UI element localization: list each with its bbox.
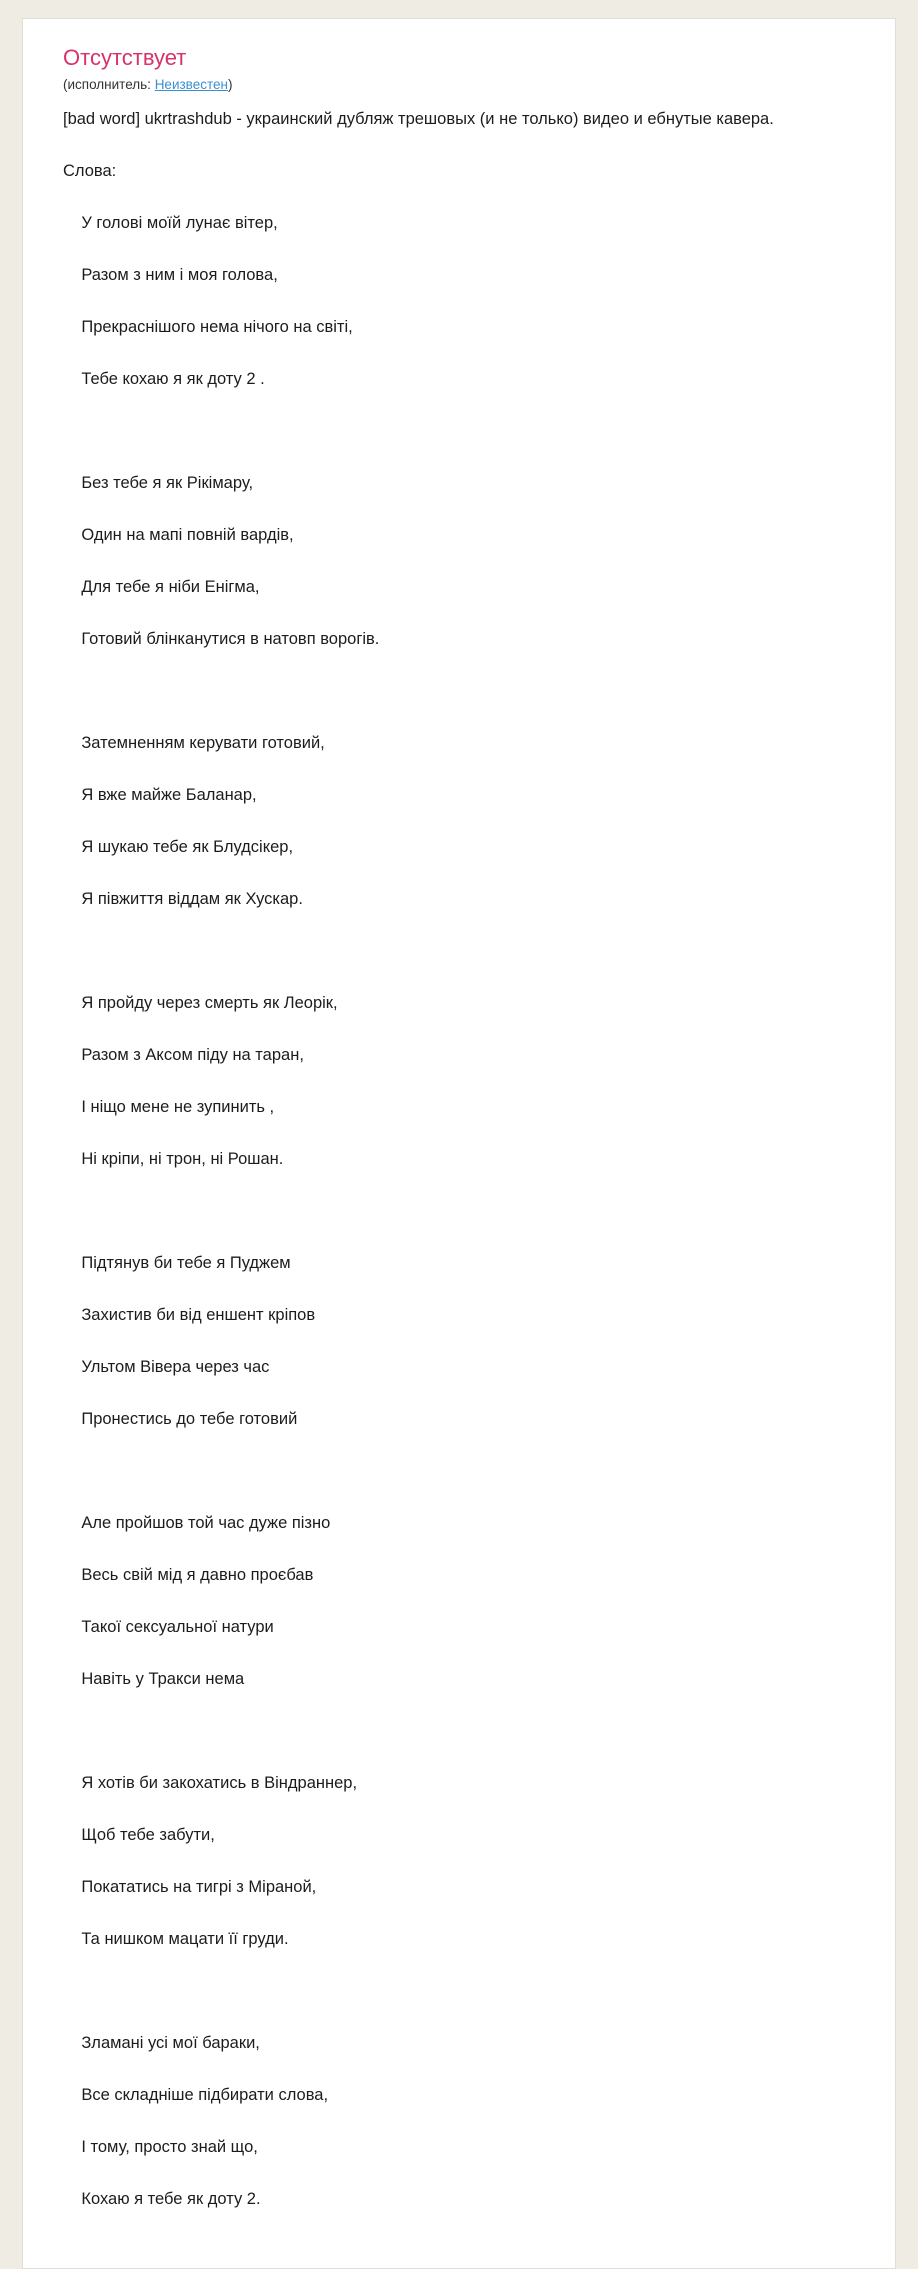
lyrics-line: Зламані усі мої бараки, xyxy=(81,2034,260,2052)
lyrics-line: Захистив би від еншент кріпов xyxy=(81,1306,316,1324)
lyrics-line: Підтянув би тебе я Пуджем xyxy=(81,1254,291,1272)
lyrics-gap xyxy=(63,1458,869,1484)
lyrics-gap xyxy=(63,1718,869,1744)
lyrics-line: Я пройду через смерть як Леорік, xyxy=(81,994,338,1012)
lyrics-line: Разом з ним і моя голова, xyxy=(81,266,278,284)
lyrics-line: Покататись на тигрі з Міраной, xyxy=(81,1878,317,1896)
lyrics-line: Разом з Аксом піду на таран, xyxy=(81,1046,304,1064)
lyrics-gap xyxy=(63,1198,869,1224)
lyrics-line: Кохаю я тебе як доту 2. xyxy=(81,2190,261,2208)
lyrics-line: Один на мапі повній вардів, xyxy=(81,526,294,544)
artist-line xyxy=(63,77,869,92)
lyrics-page xyxy=(22,18,896,2269)
lyrics-line: Тебе кохаю я як доту 2 . xyxy=(81,370,265,388)
lyrics-line: Та нишком мацати її груди. xyxy=(81,1930,289,1948)
lyrics-line: Весь свій мід я давно проєбав xyxy=(81,1566,314,1584)
lyrics-heading: Слова: xyxy=(63,162,117,180)
lyrics-gap xyxy=(63,678,869,704)
lyrics-line: Затемненням керувати готовий, xyxy=(81,734,325,752)
lyrics-line: Ультом Вівера через час xyxy=(81,1358,270,1376)
lyrics-line: Я шукаю тебе як Блудсікер, xyxy=(81,838,294,856)
lyrics-line: Прекраснішого нема нічого на світі, xyxy=(81,318,353,336)
lyrics-line: Готовий блінканутися в натовп ворогів. xyxy=(81,630,380,648)
lyrics-line: Все складніше підбирати слова, xyxy=(81,2086,329,2104)
lyrics-line: Для тебе я ніби Енігма, xyxy=(81,578,260,596)
lyrics-line: Але пройшов той час дуже пізно xyxy=(81,1514,331,1532)
lyrics-gap xyxy=(63,1978,869,2004)
lyrics-line: І ніщо мене не зупинить , xyxy=(81,1098,275,1116)
lyrics-line: І тому, просто знай що, xyxy=(81,2138,258,2156)
artist-link[interactable]: Неизвестен xyxy=(154,77,228,92)
artist-suffix-label: ) xyxy=(227,77,233,92)
lyrics-line: Навіть у Тракси нема xyxy=(81,1670,245,1688)
lyrics-gap xyxy=(63,418,869,444)
page-title: Отсутствует xyxy=(63,45,187,70)
lyrics-block xyxy=(63,184,869,2238)
lyrics-line: Я півжиття віддам як Хускар. xyxy=(81,890,303,908)
lyrics-line: Щоб тебе забути, xyxy=(81,1826,215,1844)
lyrics-line: Я хотів би закохатись в Віндраннер, xyxy=(81,1774,358,1792)
lyrics-gap xyxy=(63,938,869,964)
lyrics-line: Без тебе я як Рікімару, xyxy=(81,474,254,492)
lyrics-line: У голові моїй лунає вітер, xyxy=(81,214,278,232)
artist-prefix-label: (исполнитель: xyxy=(63,77,155,92)
lyrics-line: Ні кріпи, ні трон, ні Рошан. xyxy=(81,1150,284,1168)
lyrics-line: Я вже майже Баланар, xyxy=(81,786,257,804)
spacer xyxy=(41,132,869,158)
lyrics-line: Такої сексуальної натури xyxy=(81,1618,274,1636)
description-text: [bad word] ukrtrashdub - украинский дубляж трешовых (и не только) видео и ебнутые кавера. xyxy=(63,110,774,128)
lyrics-line: Пронестись до тебе готовий xyxy=(81,1410,298,1428)
